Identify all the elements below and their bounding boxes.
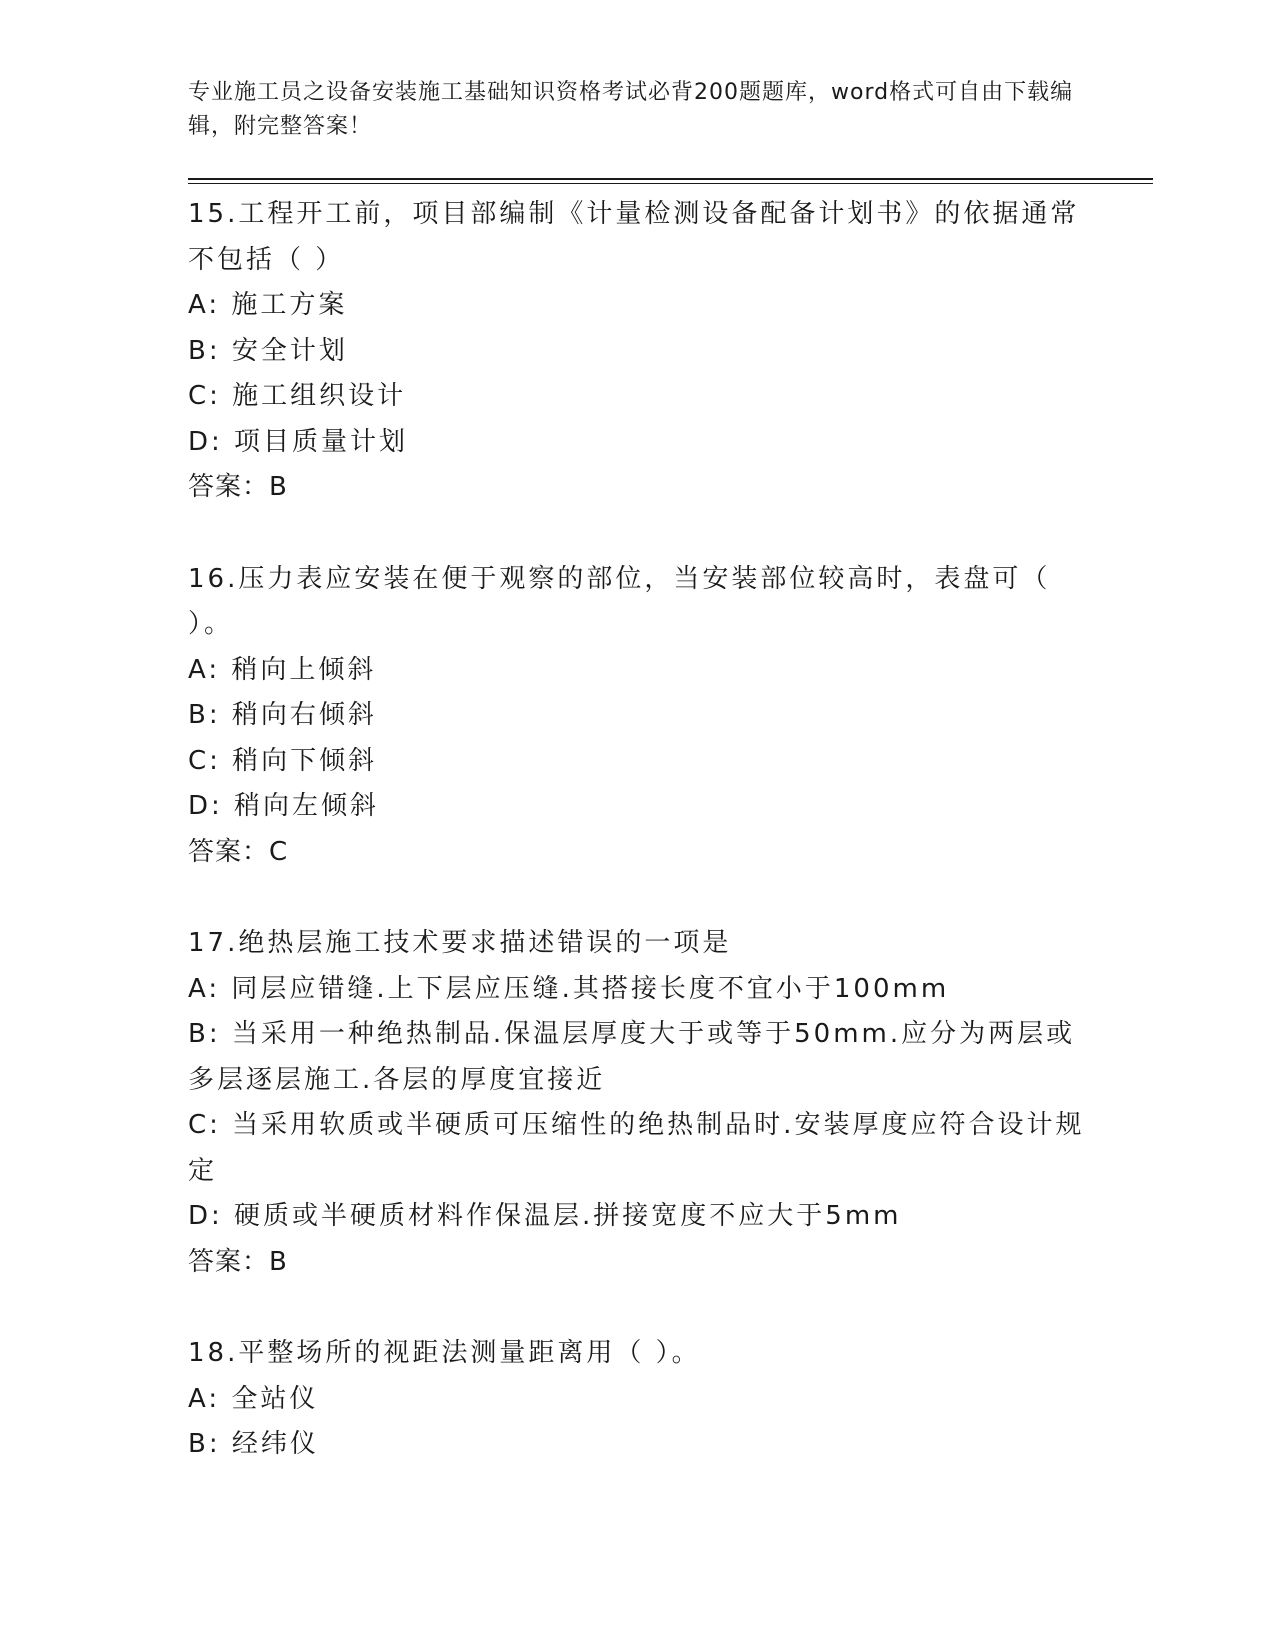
- option-b: B: 稍向右倾斜: [188, 700, 377, 730]
- option-b: B: 安全计划: [188, 335, 348, 366]
- answer-line: 答案：C: [188, 836, 289, 867]
- option-b: B: 当采用一种绝热制品.保温层厚度大于或等于50mm.应分为两层或多层逐层施工.各层的厚度宜接近: [188, 1019, 1076, 1095]
- header-divider-thin: [188, 183, 1153, 184]
- option-c: C: 当采用软质或半硬质可压缩性的绝热制品时.安装厚度应符合设计规定: [188, 1110, 1085, 1186]
- option-c: C: 稍向下倾斜: [188, 745, 378, 776]
- question-16: [188, 557, 1093, 876]
- option-a: A: 稍向上倾斜: [188, 654, 377, 685]
- question-list: [188, 192, 1093, 1514]
- option-b: B: 经纬仪: [188, 1429, 319, 1459]
- question-stem: 18.平整场所的视距法测量距离用（ ）。: [188, 1338, 701, 1368]
- question-15: [188, 192, 1093, 511]
- question-stem: 16.压力表应安装在便于观察的部位，当安装部位较高时，表盘可（ ）。: [188, 563, 1051, 639]
- option-d: D: 项目质量计划: [188, 426, 409, 457]
- option-a: A: 全站仪: [188, 1383, 319, 1414]
- option-a: A: 同层应错缝.上下层应压缝.其搭接长度不宜小于100mm: [188, 973, 950, 1004]
- question-stem: 15.工程开工前，项目部编制《计量检测设备配备计划书》的依据通常不包括（ ）: [188, 199, 1080, 275]
- option-a: A: 施工方案: [188, 290, 348, 320]
- question-18: [188, 1331, 1093, 1468]
- document-header: 专业施工员之设备安装施工基础知识资格考试必背200题题库，word格式可自由下载编辑，附完整答案！: [188, 80, 1074, 139]
- answer-line: 答案：B: [188, 1246, 288, 1277]
- question-17: [188, 921, 1093, 1285]
- answer-line: 答案：B: [188, 472, 288, 502]
- header-divider-thick: [188, 178, 1153, 180]
- option-c: C: 施工组织设计: [188, 381, 407, 411]
- option-d: D: 稍向左倾斜: [188, 791, 380, 821]
- question-stem: 17.绝热层施工技术要求描述错误的一项是: [188, 928, 732, 958]
- option-d: D: 硬质或半硬质材料作保温层.拼接宽度不应大于5mm: [188, 1201, 902, 1231]
